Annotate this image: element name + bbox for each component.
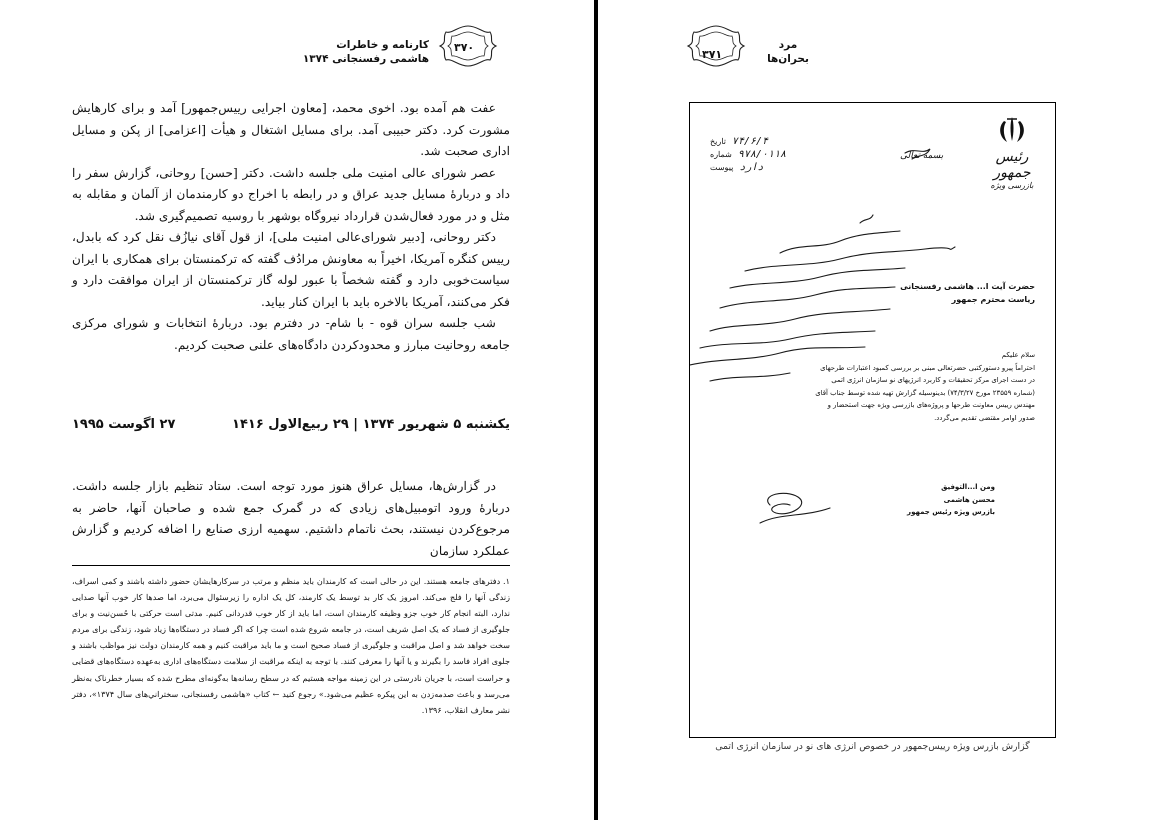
letter-addressee [815,281,1035,306]
header-title: کارنامه و خاطرات [336,39,429,51]
addressee-title: ریاست محترم جمهور [951,294,1035,304]
header-subtitle: بحران‌ها [767,53,809,65]
body-text [72,98,510,356]
letter-body [815,349,1035,424]
closing: ومن ا...التوفیق [941,483,995,491]
iran-emblem-icon [995,115,1029,145]
meta-date-label: تاریخ [710,137,726,146]
header-title: مرد [778,39,798,51]
running-header [758,38,818,66]
paragraph: شب جلسه سران قوه - با شام- در دفترم بود. دربارهٔ انتخابات و شورای مرکزی جامعه روحانیت مبارز و محدودکردن دادگاه‌های علنی صحبت کردیم. [72,316,510,352]
meta-attach-value: دارد [739,162,764,173]
footnote-text: ۱. دفترهای جامعه هستند. این در حالی است که کارمندان باید منظم و مرتب در سرکارهایشان حضور داشته باشند و کمی اسراف، زندگی آنها را فلج می‌کند. امروز یک کار بد توسط یک کارمند، کل یک اداره را زیرسئوال می‌برد، اما صدها کار خوب آنها صدایی ندارد، البته انجام کار خوب جزو وظیفه کارمندان است، اما باید از کار خوب قدردانی کنیم. مدتی است حرکتی با حُسن‌نیت و برای جلوگیری از فساد که یک اصل شریف است، در جامعه شروع شده است چرا که اگر فساد در دستگاه‌ها زیاد شود، زندگی برای مردم سخت خواهد شد و اصل مراقبت و جلوگیری از فساد صحیح است و ما باید مراقبت کنیم و همه کارمندان دولت نیز مواظب باشند و جلوی افراد فاسد را بگیرند و یا آنها را معرفی کنند. با توجه به اینکه مراقبت از سلامت دستگاه‌های اداری به‌عهده دستگاه‌های قضایی و حراست است، با جریان نادرستی در این زمینه مواجه هستیم که در سطح رسانه‌ها به‌گونه‌ای مطرح شده که بسیار خطرناک به‌نظر می‌رسد و باعث صدمه‌زدن به این پیکره عظیم می‌شود.» رجوع کنید ← کتاب «هاشمی رفسنجانی، سختراني‌های سال ۱۳۷۴»، دفتر نشر معارف انقلاب، ۱۳۹۶. [72,576,510,715]
figure-caption: گزارش بازرس ویژه رییس‌جمهور در خصوص انرژی های نو در سازمان انرژی اتمی [715,741,1030,752]
meta-number-label: شماره [710,150,732,159]
page-ornament-icon [686,24,746,68]
bismillah: بسمه تعالی [900,151,944,161]
document-meta [710,135,786,174]
emblem [987,115,1037,190]
scanned-document [689,102,1056,738]
date-heading [72,417,510,439]
paragraph: دکتر روحانی، [دبیر شورای‌عالی امنیت ملی]، از قول آقای نیازُف نقل کرد که بابدل، رییس کنگره آمریکا، اخیراً به معاونش مرادُف گفته که ترکمنستان برای همکاری با ایران سیاست‌خوبی دارد و گفته شخصاً با عبور لوله گاز ترکمنستان از ایران موافقت دارد و فکر می‌کنند، آمریکا بالاخره باید با ایران کنار بیاید. [72,230,510,309]
paragraph: در گزارش‌ها، مسایل عراق هنوز مورد توجه است. ستاد تنظیم بازار جلسه داشت. دربارهٔ ورود اتومبیل‌های زیادی که در گمرک جمع شده و صاحبان آنها، حاضر به مرجوع‌کردن نیستند، بحث ناتمام داشتیم. سهمیه ارزی صنایع را اضافه کردیم و گزارش عملکرد سازمان [72,479,510,558]
letter-signature [815,481,995,519]
signer-title: بازرس ویژه رئیس جمهور [907,508,995,516]
page-number: ۳۷۰ [454,41,475,54]
org-subtitle: بازرسی ویژه [990,181,1034,190]
running-header [289,38,429,66]
paragraph: عصر شورای عالی امنیت ملی جلسه داشت. دکتر [حسن] روحانی، گزارش سفر را داد و دربارهٔ مسایل جدید عراق و در رابطه با اخراج دو کارمندمان از آلمان و مقابله به مثل و در مورد فعال‌شدن قرارداد نیروگاه بوشهر با روسیه تصمیم‌گیری شد. [72,165,510,223]
date-gregorian: ۲۷ اگوست ۱۹۹۵ [72,417,176,432]
header-subtitle: هاشمی رفسنجانی ۱۳۷۴ [302,53,429,65]
meta-number-value: ۹۷۸/۰۱۱۸ [737,149,786,160]
footnote [72,573,510,718]
meta-date-value: ۷۴/۶/۴ [731,136,769,147]
org-title: رئیس جمهور [993,149,1031,181]
greeting: سلام علیکم [1001,351,1035,359]
page-number: ۳۷۱ [702,48,723,61]
addressee: حضرت آیت ا... هاشمی رفسنجانی [900,282,1035,291]
meta-attach-label: پیوست [710,163,734,172]
date-persian: یکشنبه ۵ شهریور ۱۳۷۴ | ۲۹ ربیع‌الاول ۱۴۱۶ [232,417,510,432]
right-page [598,0,1154,820]
body-text-after-date [72,476,510,562]
signer-name: محسن هاشمی [943,495,995,504]
letter-text: احتراماً پیرو دستورکتبی حضرتعالی مبنی بر بررسی کمبود اعتبارات طرحهای در دست اجرای مرکز تحقیقات و کاربرد انرژیهای نو سازمان انرژی اتمی (شماره ۲۳۵۵۹ مورخ ۷۴/۳/۲۷) بدینوسیله گزارش تهیه شده توسط جناب آقای مهندس رییس معاونت طرحها و پروژه‌های بازرسی ویژه جهت استحضار و صدور اوامر مقتضی تقدیم می‌گردد. [815,363,1035,422]
paragraph: عفت هم آمده بود. اخوی محمد، [معاون اجرایی رییس‌جمهور] آمد و برای کارهایش مشورت کرد. دکتر حبیبی آمد. برای مسایل اشتغال و هیأت [اعزامی] از پکن و مسایل اداری صحبت شد. [72,101,510,158]
footnote-rule [72,565,510,566]
